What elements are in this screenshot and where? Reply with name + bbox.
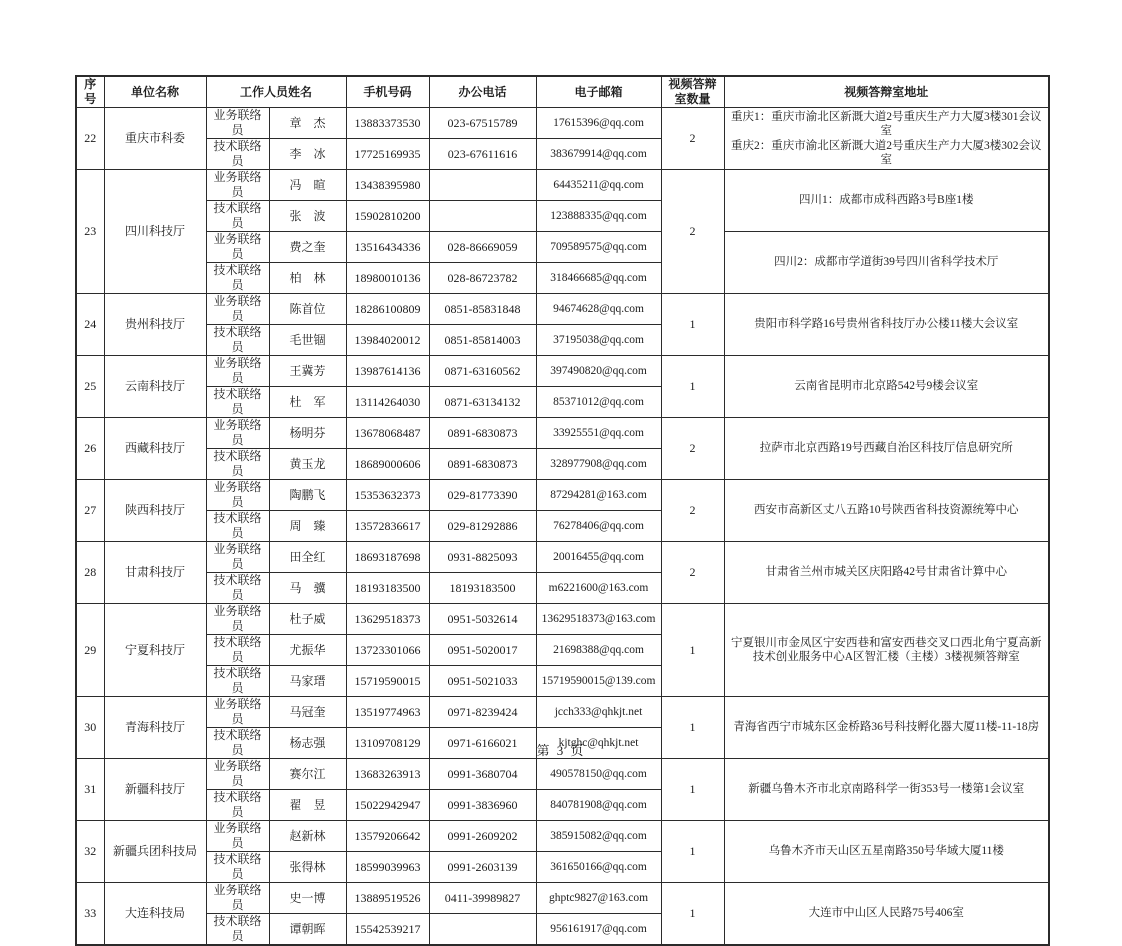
role-cell: 业务联络员 — [206, 418, 269, 449]
table-row — [76, 883, 1049, 914]
name-cell: 史一博 — [269, 883, 346, 914]
mobile-cell: 15022942947 — [346, 790, 429, 821]
header-row — [76, 76, 1049, 108]
mobile-cell: 13516434336 — [346, 232, 429, 263]
role-cell: 技术联络员 — [206, 263, 269, 294]
role-cell: 业务联络员 — [206, 232, 269, 263]
role-cell: 业务联络员 — [206, 759, 269, 790]
contact-roster-table — [75, 75, 1050, 946]
serial-cell: 31 — [76, 759, 104, 821]
email-cell: kjtghc@qhkjt.net — [536, 728, 661, 759]
email-cell: 13629518373@163.com — [536, 604, 661, 635]
table-row — [76, 170, 1049, 201]
unit-cell: 大连科技局 — [104, 883, 206, 946]
email-cell: 385915082@qq.com — [536, 821, 661, 852]
role-cell: 技术联络员 — [206, 635, 269, 666]
mobile-cell: 13984020012 — [346, 325, 429, 356]
table-row — [76, 697, 1049, 728]
mobile-cell: 13572836617 — [346, 511, 429, 542]
page-number: 第 3 页 — [536, 743, 586, 758]
office-cell: 023-67611616 — [429, 139, 536, 170]
table-row — [76, 356, 1049, 387]
mobile-cell: 18193183500 — [346, 573, 429, 604]
address-cell — [724, 883, 1049, 946]
serial-cell: 29 — [76, 604, 104, 697]
mobile-cell: 13109708129 — [346, 728, 429, 759]
office-cell: 0991-2603139 — [429, 852, 536, 883]
email-cell: 397490820@qq.com — [536, 356, 661, 387]
role-cell: 技术联络员 — [206, 573, 269, 604]
role-cell: 技术联络员 — [206, 511, 269, 542]
role-cell: 业务联络员 — [206, 294, 269, 325]
mobile-cell: 18689000606 — [346, 449, 429, 480]
serial-cell: 30 — [76, 697, 104, 759]
email-cell: 15719590015@139.com — [536, 666, 661, 697]
email-cell: 361650166@qq.com — [536, 852, 661, 883]
name-cell: 张 波 — [269, 201, 346, 232]
email-cell: 956161917@qq.com — [536, 914, 661, 946]
unit-cell: 云南科技厅 — [104, 356, 206, 418]
table-row — [76, 294, 1049, 325]
email-cell: 87294281@163.com — [536, 480, 661, 511]
email-cell: 123888335@qq.com — [536, 201, 661, 232]
mobile-cell: 13114264030 — [346, 387, 429, 418]
office-cell: 0871-63134132 — [429, 387, 536, 418]
office-cell: 0931-8825093 — [429, 542, 536, 573]
office-cell: 0951-5020017 — [429, 635, 536, 666]
address-line: 四川2：成都市学道街39号四川省科学技术厅 — [774, 256, 999, 269]
mobile-cell: 13987614136 — [346, 356, 429, 387]
address-line: 青海省西宁市城东区金桥路36号科技孵化器大厦11楼-11-18房 — [733, 721, 1040, 734]
mobile-cell: 13889519526 — [346, 883, 429, 914]
table-row — [76, 418, 1049, 449]
email-cell: 20016455@qq.com — [536, 542, 661, 573]
serial-cell: 33 — [76, 883, 104, 946]
role-cell: 技术联络员 — [206, 852, 269, 883]
office-cell: 0971-8239424 — [429, 697, 536, 728]
col-header-rooms: 视频答辩室数量 — [661, 76, 724, 108]
office-cell: 028-86669059 — [429, 232, 536, 263]
rooms-count-cell: 2 — [661, 480, 724, 542]
office-cell: 029-81773390 — [429, 480, 536, 511]
office-cell: 029-81292886 — [429, 511, 536, 542]
office-cell: 028-86723782 — [429, 263, 536, 294]
name-cell: 毛世锢 — [269, 325, 346, 356]
serial-cell: 26 — [76, 418, 104, 480]
office-cell: 0971-6166021 — [429, 728, 536, 759]
name-cell: 周 臻 — [269, 511, 346, 542]
table-row — [76, 759, 1049, 790]
address-line: 四川1：成都市成科西路3号B座1楼 — [799, 194, 974, 207]
address-line: 宁夏银川市金凤区宁安西巷和富安西巷交叉口西北角宁夏高新技术创业服务中心A区智汇楼（主楼）3楼视频答辩室 — [731, 636, 1042, 663]
address-cell — [724, 542, 1049, 604]
mobile-cell: 13723301066 — [346, 635, 429, 666]
office-cell: 0851-85814003 — [429, 325, 536, 356]
name-cell: 张得林 — [269, 852, 346, 883]
name-cell: 赵新林 — [269, 821, 346, 852]
name-cell: 杜 军 — [269, 387, 346, 418]
address-line: 乌鲁木齐市天山区五星南路350号华域大厦11楼 — [768, 845, 1004, 858]
mobile-cell: 13683263913 — [346, 759, 429, 790]
rooms-count-cell: 1 — [661, 759, 724, 821]
role-cell: 技术联络员 — [206, 728, 269, 759]
mobile-cell: 17725169935 — [346, 139, 429, 170]
email-cell: 709589575@qq.com — [536, 232, 661, 263]
role-cell: 技术联络员 — [206, 325, 269, 356]
address-cell — [724, 294, 1049, 356]
mobile-cell: 13678068487 — [346, 418, 429, 449]
role-cell: 业务联络员 — [206, 170, 269, 201]
address-cell — [724, 232, 1049, 294]
name-cell: 冯 暄 — [269, 170, 346, 201]
table-row — [76, 232, 1049, 263]
role-cell: 技术联络员 — [206, 666, 269, 697]
unit-cell: 重庆市科委 — [104, 108, 206, 170]
email-cell: jcch333@qhkjt.net — [536, 697, 661, 728]
mobile-cell: 15353632373 — [346, 480, 429, 511]
role-cell: 业务联络员 — [206, 821, 269, 852]
serial-cell: 28 — [76, 542, 104, 604]
address-cell — [724, 356, 1049, 418]
name-cell: 翟 昱 — [269, 790, 346, 821]
unit-cell: 新疆科技厅 — [104, 759, 206, 821]
name-cell: 田全红 — [269, 542, 346, 573]
address-line: 甘肃省兰州市城关区庆阳路42号甘肃省计算中心 — [765, 566, 1008, 579]
role-cell: 业务联络员 — [206, 356, 269, 387]
role-cell: 技术联络员 — [206, 387, 269, 418]
email-cell: 318466685@qq.com — [536, 263, 661, 294]
address-line: 重庆2：重庆市渝北区新溉大道2号重庆生产力大厦3楼302会议室 — [731, 139, 1042, 166]
email-cell: 21698388@qq.com — [536, 635, 661, 666]
rooms-count-cell: 1 — [661, 356, 724, 418]
col-header-address: 视频答辩室地址 — [724, 76, 1049, 108]
col-header-staff: 工作人员姓名 — [206, 76, 346, 108]
office-cell — [429, 201, 536, 232]
name-cell: 谭朝晖 — [269, 914, 346, 946]
name-cell: 黄玉龙 — [269, 449, 346, 480]
table-row — [76, 542, 1049, 573]
address-cell — [724, 480, 1049, 542]
mobile-cell: 18693187698 — [346, 542, 429, 573]
address-line: 新疆乌鲁木齐市北京南路科学一街353号一楼第1会议室 — [748, 783, 1025, 796]
address-cell — [724, 604, 1049, 697]
mobile-cell: 13629518373 — [346, 604, 429, 635]
email-cell: m6221600@163.com — [536, 573, 661, 604]
rooms-count-cell: 2 — [661, 542, 724, 604]
address-cell — [724, 108, 1049, 170]
rooms-count-cell: 2 — [661, 418, 724, 480]
role-cell: 业务联络员 — [206, 480, 269, 511]
address-line: 贵阳市科学路16号贵州省科技厅办公楼11楼大会议室 — [754, 318, 1019, 331]
office-cell: 0991-3836960 — [429, 790, 536, 821]
email-cell: 85371012@qq.com — [536, 387, 661, 418]
unit-cell: 贵州科技厅 — [104, 294, 206, 356]
email-cell: 328977908@qq.com — [536, 449, 661, 480]
unit-cell: 宁夏科技厅 — [104, 604, 206, 697]
table-row — [76, 108, 1049, 139]
office-cell: 0951-5032614 — [429, 604, 536, 635]
rooms-count-cell: 1 — [661, 821, 724, 883]
office-cell — [429, 170, 536, 201]
office-cell: 0951-5021033 — [429, 666, 536, 697]
name-cell: 王冀芳 — [269, 356, 346, 387]
unit-cell: 新疆兵团科技局 — [104, 821, 206, 883]
mobile-cell: 13438395980 — [346, 170, 429, 201]
col-header-no: 序号 — [76, 76, 104, 108]
mobile-cell: 15719590015 — [346, 666, 429, 697]
email-cell: ghptc9827@163.com — [536, 883, 661, 914]
office-cell: 0891-6830873 — [429, 449, 536, 480]
name-cell: 费之奎 — [269, 232, 346, 263]
email-cell: 64435211@qq.com — [536, 170, 661, 201]
name-cell: 陈首位 — [269, 294, 346, 325]
name-cell: 马家瑨 — [269, 666, 346, 697]
mobile-cell: 18286100809 — [346, 294, 429, 325]
mobile-cell: 18599039963 — [346, 852, 429, 883]
col-header-email: 电子邮箱 — [536, 76, 661, 108]
name-cell: 李 冰 — [269, 139, 346, 170]
email-cell: 94674628@qq.com — [536, 294, 661, 325]
role-cell: 技术联络员 — [206, 201, 269, 232]
email-cell: 37195038@qq.com — [536, 325, 661, 356]
name-cell: 马 骥 — [269, 573, 346, 604]
rooms-count-cell: 1 — [661, 883, 724, 946]
role-cell: 技术联络员 — [206, 139, 269, 170]
role-cell: 业务联络员 — [206, 108, 269, 139]
mobile-cell: 15542539217 — [346, 914, 429, 946]
name-cell: 马冠奎 — [269, 697, 346, 728]
office-cell: 18193183500 — [429, 573, 536, 604]
table-row — [76, 480, 1049, 511]
email-cell: 840781908@qq.com — [536, 790, 661, 821]
mobile-cell: 13519774963 — [346, 697, 429, 728]
unit-cell: 四川科技厅 — [104, 170, 206, 294]
role-cell: 技术联络员 — [206, 914, 269, 946]
mobile-cell: 15902810200 — [346, 201, 429, 232]
serial-cell: 24 — [76, 294, 104, 356]
email-cell: 490578150@qq.com — [536, 759, 661, 790]
address-line: 拉萨市北京西路19号西藏自治区科技厅信息研究所 — [759, 442, 1013, 455]
role-cell: 业务联络员 — [206, 604, 269, 635]
office-cell: 023-67515789 — [429, 108, 536, 139]
col-header-mobile: 手机号码 — [346, 76, 429, 108]
address-line: 大连市中山区人民路75号406室 — [808, 907, 964, 920]
rooms-count-cell: 2 — [661, 108, 724, 170]
address-cell — [724, 759, 1049, 821]
table-row — [76, 604, 1049, 635]
address-cell — [724, 170, 1049, 232]
office-cell: 0991-2609202 — [429, 821, 536, 852]
name-cell: 陶鹏飞 — [269, 480, 346, 511]
rooms-count-cell: 2 — [661, 170, 724, 294]
office-cell: 0851-85831848 — [429, 294, 536, 325]
name-cell: 杜子威 — [269, 604, 346, 635]
col-header-unit: 单位名称 — [104, 76, 206, 108]
email-cell: 17615396@qq.com — [536, 108, 661, 139]
serial-cell: 32 — [76, 821, 104, 883]
serial-cell: 23 — [76, 170, 104, 294]
office-cell: 0871-63160562 — [429, 356, 536, 387]
table-body — [76, 108, 1049, 946]
name-cell: 杨明芬 — [269, 418, 346, 449]
serial-cell: 27 — [76, 480, 104, 542]
mobile-cell: 18980010136 — [346, 263, 429, 294]
office-cell — [429, 914, 536, 946]
name-cell: 赛尔江 — [269, 759, 346, 790]
mobile-cell: 13579206642 — [346, 821, 429, 852]
table-header — [76, 76, 1049, 108]
name-cell: 章 杰 — [269, 108, 346, 139]
role-cell: 业务联络员 — [206, 883, 269, 914]
rooms-count-cell: 1 — [661, 294, 724, 356]
role-cell: 业务联络员 — [206, 697, 269, 728]
unit-cell: 甘肃科技厅 — [104, 542, 206, 604]
rooms-count-cell: 1 — [661, 604, 724, 697]
address-cell — [724, 821, 1049, 883]
email-cell: 76278406@qq.com — [536, 511, 661, 542]
serial-cell: 25 — [76, 356, 104, 418]
unit-cell: 西藏科技厅 — [104, 418, 206, 480]
address-line: 云南省昆明市北京路542号9楼会议室 — [794, 380, 979, 393]
address-line: 重庆1：重庆市渝北区新溉大道2号重庆生产力大厦3楼301会议室 — [731, 110, 1042, 138]
name-cell: 杨志强 — [269, 728, 346, 759]
name-cell: 尤振华 — [269, 635, 346, 666]
col-header-office: 办公电话 — [429, 76, 536, 108]
unit-cell: 青海科技厅 — [104, 697, 206, 759]
unit-cell: 陕西科技厅 — [104, 480, 206, 542]
email-cell: 33925551@qq.com — [536, 418, 661, 449]
office-cell: 0411-39989827 — [429, 883, 536, 914]
mobile-cell: 13883373530 — [346, 108, 429, 139]
office-cell: 0891-6830873 — [429, 418, 536, 449]
serial-cell: 22 — [76, 108, 104, 170]
role-cell: 技术联络员 — [206, 790, 269, 821]
table-row — [76, 821, 1049, 852]
rooms-count-cell: 1 — [661, 697, 724, 759]
role-cell: 业务联络员 — [206, 542, 269, 573]
role-cell: 技术联络员 — [206, 449, 269, 480]
address-line: 西安市高新区丈八五路10号陕西省科技资源统筹中心 — [754, 504, 1019, 517]
email-cell: 383679914@qq.com — [536, 139, 661, 170]
address-cell — [724, 418, 1049, 480]
name-cell: 柏 林 — [269, 263, 346, 294]
office-cell: 0991-3680704 — [429, 759, 536, 790]
